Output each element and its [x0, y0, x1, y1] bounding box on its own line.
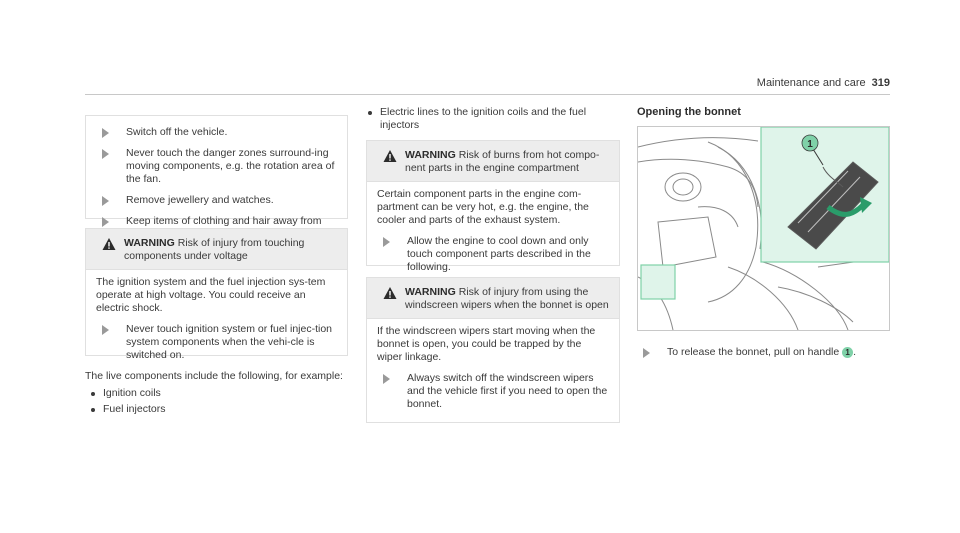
bullet-dot-icon — [368, 111, 372, 115]
bonnet-release-illustration — [637, 126, 890, 331]
warning-title: Risk of injury from touching components under voltage — [124, 237, 305, 262]
section-title: Maintenance and care — [756, 77, 866, 89]
step-arrow-icon — [643, 348, 657, 358]
step-arrow-icon — [102, 217, 116, 227]
step-item: Always switch off the windscreen wipers and the vehicle first if you need to open the bonnet. — [377, 372, 609, 411]
callout-1-number: 1 — [807, 139, 813, 150]
warning-body: If the windscreen wipers start moving when the bonnet is open, you could be trapped by the wiper linkage. — [377, 325, 596, 363]
warning-triangle-icon — [383, 286, 397, 300]
steps-box — [85, 115, 348, 227]
list-item: Electric lines to the ignition coils and the fuel injectors — [362, 106, 617, 132]
list-item: Fuel injectors — [85, 403, 348, 416]
step-arrow-icon — [102, 149, 116, 159]
warning-box-burns — [366, 140, 620, 273]
page-number: 319 — [871, 77, 890, 89]
step-item: Keep items of clothing and hair away from — [96, 215, 337, 241]
step-arrow-icon — [102, 128, 116, 138]
warning-body: The ignition system and the fuel injection sys-tem operate at high voltage. You could receive an electric shock. — [96, 276, 326, 314]
live-components-block — [85, 370, 348, 419]
warning-triangle-icon — [102, 237, 116, 251]
warning-title: Risk of burns from hot compo-nent parts in the engine compartment — [405, 149, 600, 174]
warning-label: WARNING — [405, 286, 456, 298]
warning-triangle-icon — [383, 149, 397, 163]
warning-title: Risk of injury from using the windscreen wipers when the bonnet is open — [405, 286, 609, 311]
handle-callout-badge: 1 — [842, 347, 853, 358]
step-arrow-icon — [102, 196, 116, 206]
step-item: Switch off the vehicle. — [96, 126, 337, 139]
step-arrow-icon — [383, 237, 397, 247]
interior-drawing — [638, 127, 889, 330]
step-arrow-icon — [383, 374, 397, 384]
running-head — [757, 77, 890, 90]
list-item: Ignition coils — [85, 387, 348, 400]
intro-paragraph: The live components include the following, for example: — [85, 370, 343, 382]
bullet-dot-icon — [91, 408, 95, 412]
column-2-bullet — [362, 103, 617, 135]
warning-box-voltage — [85, 228, 348, 361]
warning-box-wipers — [366, 277, 620, 423]
warning-label: WARNING — [124, 237, 175, 249]
header-rule — [85, 94, 890, 95]
zoom-source-marker — [641, 265, 675, 299]
warning-label: WARNING — [405, 149, 456, 161]
step-item: Never touch ignition system or fuel injec-tion system components when the vehi-cle is switched on. — [96, 323, 337, 362]
step-text: To release the bonnet, pull on handle — [667, 346, 840, 358]
step-arrow-icon — [102, 325, 116, 335]
step-item: To release the bonnet, pull on handle 1 . — [637, 346, 890, 359]
section-heading: Opening the bonnet — [637, 106, 741, 118]
step-item: Never touch the danger zones surround-ing moving components, e.g. the rotation area of the fan. — [96, 147, 337, 186]
warning-body: Certain component parts in the engine com-partment can be very hot, e.g. the engine, the cooler and parts of the exhaust system. — [377, 188, 589, 226]
bullet-dot-icon — [91, 392, 95, 396]
step-item: Allow the engine to cool down and only touch component parts described in the following. — [377, 235, 609, 274]
step-item: Remove jewellery and watches. — [96, 194, 337, 207]
